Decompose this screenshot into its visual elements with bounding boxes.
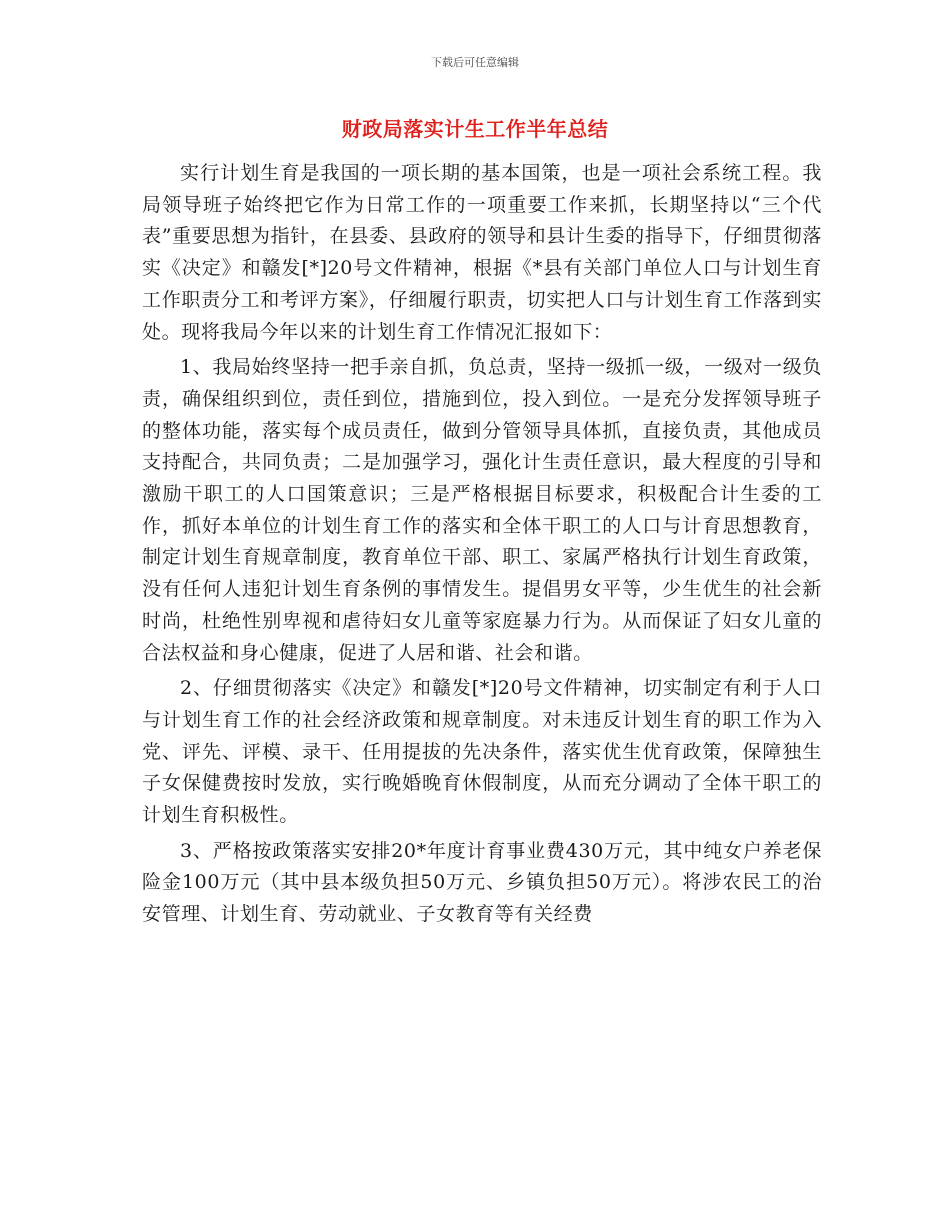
header-note: 下载后可任意编辑: [431, 56, 519, 69]
document-title: 财政局落实计生工作半年总结: [341, 117, 609, 141]
document-body: [142, 158, 822, 931]
paragraph-item-2: 2、仔细贯彻落实《决定》和赣发[*]20号文件精神，切实制定有利于人口与计划生育工作的社会经济政策和规章制度。对未违反计划生育的职工作为入党、评先、评模、录干、任用提拔的先决条件，落实优生优育政策，保障独生子女保健费按时发放，实行晚婚晚育休假制度，从而充分调动了全体干职工的计划生育积极性。: [142, 677, 822, 827]
paragraph-intro: 实行计划生育是我国的一项长期的基本国策，也是一项社会系统工程。我局领导班子始终把它作为日常工作的一项重要工作来抓，长期坚持以“三个代表”重要思想为指针，在县委、县政府的领导和县计生委的指导下，仔细贯彻落实《决定》和赣发[*]20号文件精神，根据《*县有关部门单位人口与计划生育工作职责分工和考评方案》，仔细履行职责，切实把人口与计划生育工作落到实处。现将我局今年以来的计划生育工作情况汇报如下：: [142, 162, 822, 343]
paragraph-item-1: 1、我局始终坚持一把手亲自抓，负总责，坚持一级抓一级，一级对一级负责，确保组织到位，责任到位，措施到位，投入到位。一是充分发挥领导班子的整体功能，落实每个成员责任，做到分管领导具体抓，直接负责，其他成员支持配合，共同负责；二是加强学习，强化计生责任意识，最大程度的引导和激励干职工的人口国策意识；三是严格根据目标要求，积极配合计生委的工作，抓好本单位的计划生育工作的落实和全体干职工的人口与计育思想教育，制定计划生育规章制度，教育单位干部、职工、家属严格执行计划生育政策，没有任何人违犯计划生育条例的事情发生。提倡男女平等，少生优生的社会新时尚，杜绝性别卑视和虐待妇女儿童等家庭暴力行为。从而保证了妇女儿童的合法权益和身心健康，促进了人居和谐、社会和谐。: [142, 356, 822, 664]
paragraph-item-3: 3、严格按政策落实安排20*年度计育事业费430万元，其中纯女户养老保险金100万元（其中县本级负担50万元、乡镇负担50万元）。将涉农民工的治安管理、计划生育、劳动就业、子女教育等有关经费: [142, 839, 822, 926]
